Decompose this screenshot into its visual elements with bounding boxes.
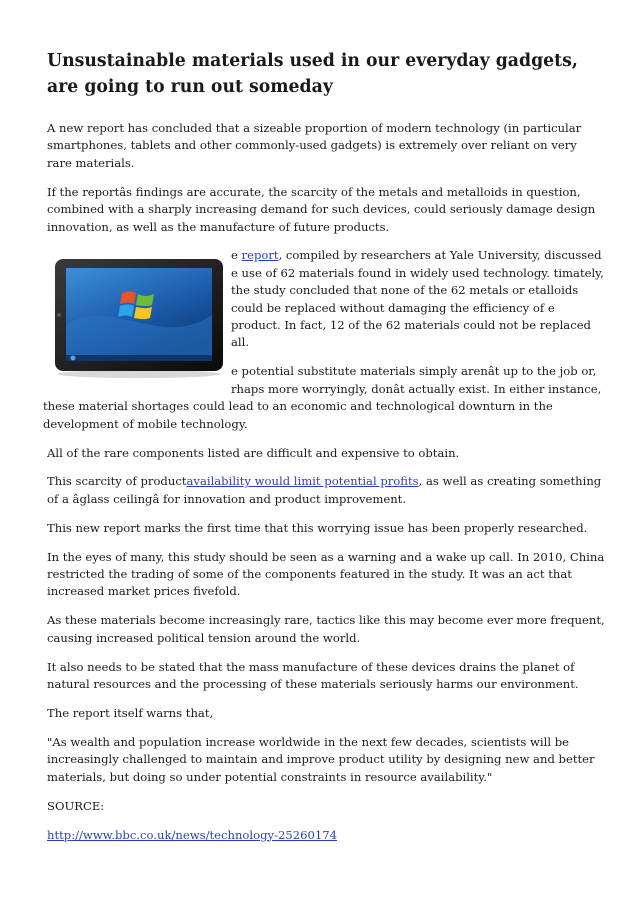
availability-link[interactable]: availability would limit potential profits (186, 474, 419, 489)
paragraph-quote: "As wealth and population increase worldwide in the next few decades, scientists will be increasingly challenged to maintain and improve product utility by designing new and better materials, but doing so under potential constraints in resource availability." (47, 734, 595, 784)
paragraph-findings: If the reportâs findings are accurate, the scarcity of the metals and metalloids in question, combined with a sharply increasing demand for such devices, could seriously damage design innovation, as well as the manufacture of future products. (47, 184, 596, 234)
report-link[interactable]: report (241, 248, 279, 263)
paragraph-substitutes: e potential substitute materials simply arenât up to the job or, rhaps more worryingly, donât actually exist. In either instance, these material shortages could lead to an economic and technological downturn in the development of mobile technology. (43, 364, 602, 431)
source-link[interactable]: http://www.bbc.co.uk/news/technology-25260174 (47, 827, 338, 842)
tablet-windows-image (41, 255, 231, 379)
source-label: SOURCE: (47, 798, 105, 813)
article (43, 48, 605, 855)
paragraph-warns: The report itself warns that, (47, 705, 214, 720)
tablet-image (41, 247, 231, 387)
article-body (43, 120, 605, 844)
paragraph-rare-components: All of the rare components listed are difficult and expensive to obtain. (47, 445, 460, 460)
paragraph-china: In the eyes of many, this study should be seen as a warning and a wake up call. In 2010, China restricted the trading of some of the components featured in the study. It was an act that increased market prices fivefold. (47, 549, 605, 599)
paragraph-first-time: This new report marks the first time that this worrying issue has been properly researched. (47, 520, 588, 535)
article-title: Unsustainable materials used in our everyday gadgets, are going to run out someday (47, 51, 578, 97)
paragraph-environment: It also needs to be stated that the mass manufacture of these devices drains the planet of natural resources and the processing of these materials seriously harms our environment. (47, 659, 579, 692)
paragraph-scarcity: This scarcity of productavailability would limit potential profits, as well as creating something of a âglass ceilingâ for innovation and product improvement. (47, 474, 602, 506)
paragraph-tactics: As these materials become increasingly rare, tactics like this may become ever more frequent, causing increased political tension around the world. (47, 613, 605, 645)
paragraph-report: e report, compiled by researchers at Yale University, discussed e use of 62 materials found in widely used technology. timately, the study concluded that none of the 62 metals or etalloids could be replaced without damaging the efficiency of e product. In fact, 12 of the 62 materials could not be replaced all. (231, 248, 604, 350)
paragraph-intro: A new report has concluded that a sizeable proportion of modern technology (in particular smartphones, tablets and other commonly-used gadgets) is extremely over reliant on very rare materials. (47, 121, 582, 170)
source-paragraph (47, 827, 605, 844)
